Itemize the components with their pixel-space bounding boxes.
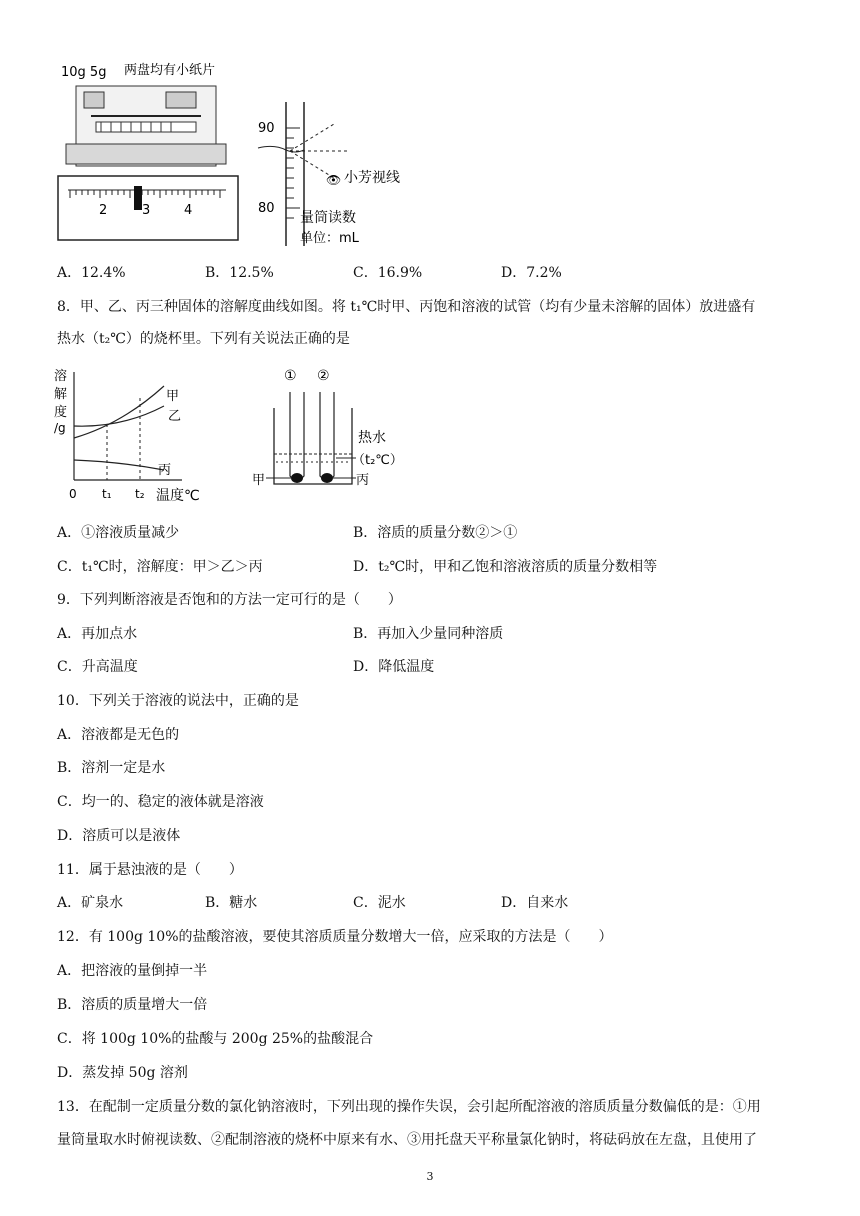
q8-option-b[interactable]: B．溶质的质量分数②＞①	[353, 525, 518, 541]
cylinder-unit: 单位：mL	[300, 231, 359, 246]
q10-stem: 10．下列关于溶液的说法中，正确的是	[57, 693, 299, 709]
q10-option-c[interactable]: C．均一的、稳定的液体就是溶液	[57, 794, 264, 810]
q12-option-c[interactable]: C．将 100g 10%的盐酸与 200g 25%的盐酸混合	[57, 1031, 374, 1047]
page-number: 3	[426, 1170, 434, 1183]
beaker-right-label: 丙	[356, 473, 370, 488]
xtick-t1: t₁	[102, 487, 112, 501]
q7-option-c[interactable]: C．16.9%	[353, 265, 423, 281]
graph-xlabel: 温度℃	[156, 488, 200, 504]
q11-option-c[interactable]: C．泥水	[353, 895, 406, 911]
series-jia: 甲	[166, 389, 180, 404]
q10-option-d[interactable]: D．溶质可以是液体	[57, 828, 181, 844]
q12-stem: 12．有 100g 10%的盐酸溶液，要使其溶质质量分数增大一倍，应采取的方法是（ ）	[57, 929, 613, 945]
xtick-t2: t₂	[135, 487, 145, 501]
q10-option-a[interactable]: A．溶液都是无色的	[57, 727, 180, 743]
beaker-label-hotwater: 热水	[358, 430, 386, 446]
tube-label-2: ②	[317, 368, 330, 384]
q8-stem-line2: 热水（t₂℃）的烧杯里。下列有关说法正确的是	[57, 331, 350, 347]
balance-note-label: 两盘均有小纸片	[124, 63, 216, 78]
eye-icon: 👁	[326, 173, 342, 187]
q11-option-d[interactable]: D．自来水	[501, 895, 569, 911]
graph-ylabel-2: 解	[54, 387, 68, 402]
q7-option-a[interactable]: A．12.4%	[57, 265, 126, 281]
q11-option-a[interactable]: A．矿泉水	[57, 895, 124, 911]
graph-ylabel-3: 度	[54, 405, 68, 420]
q7-option-b[interactable]: B．12.5%	[205, 265, 274, 281]
cylinder-caption: 量筒读数	[300, 210, 356, 226]
q9-option-c[interactable]: C．升高温度	[57, 659, 138, 675]
q13-line1: 13．在配制一定质量分数的氯化钠溶液时，下列出现的操作失误，会引起所配溶液的溶质质量分数偏低的是：①用	[57, 1099, 761, 1115]
q11-stem: 11．属于悬浊液的是（ ）	[57, 862, 243, 878]
beaker-left-label: 甲	[252, 473, 266, 488]
q8-option-d[interactable]: D．t₂℃时，甲和乙饱和溶液溶质的质量分数相等	[353, 559, 658, 575]
series-yi: 乙	[168, 409, 182, 424]
series-bing: 丙	[158, 463, 172, 478]
beaker-figure	[252, 364, 412, 494]
q10-option-b[interactable]: B．溶剂一定是水	[57, 760, 166, 776]
cylinder-figure	[254, 98, 424, 248]
rider-marker	[134, 186, 142, 210]
balance-figure	[56, 58, 256, 244]
cylinder-tick-80: 80	[258, 201, 275, 216]
q9-option-a[interactable]: A．再加点水	[57, 626, 138, 642]
q12-option-a[interactable]: A．把溶液的量倒掉一半	[57, 963, 208, 979]
q8-option-a[interactable]: A．①溶液质量减少	[57, 525, 180, 541]
ruler-tick-2: 2	[99, 203, 108, 218]
sightline-label: 小芳视线	[344, 170, 400, 186]
ruler-tick-4: 4	[184, 203, 193, 218]
q12-option-d[interactable]: D．蒸发掉 50g 溶剂	[57, 1065, 188, 1081]
solubility-graph	[52, 364, 212, 504]
q7-option-d[interactable]: D．7.2%	[501, 265, 562, 281]
q9-option-b[interactable]: B．再加入少量同种溶质	[353, 626, 504, 642]
q8-option-c[interactable]: C．t₁℃时，溶解度：甲＞乙＞丙	[57, 559, 263, 575]
ruler-tick-3: 3	[142, 203, 151, 218]
graph-ylabel-1: 溶	[54, 369, 68, 384]
beaker-label-temp: （t₂℃）	[352, 453, 403, 468]
q9-option-d[interactable]: D．降低温度	[353, 659, 435, 675]
q8-stem-line1: 8．甲、乙、丙三种固体的溶解度曲线如图。将 t₁℃时甲、丙饱和溶液的试管（均有少量未溶解的固体）放进盛有	[57, 299, 756, 315]
xtick-0: 0	[69, 487, 77, 501]
q12-option-b[interactable]: B．溶质的质量增大一倍	[57, 997, 208, 1013]
tube-label-1: ①	[284, 368, 297, 384]
balance-weights-label: 10g 5g	[61, 65, 107, 80]
q9-stem: 9．下列判断溶液是否饱和的方法一定可行的是（ ）	[57, 592, 402, 608]
q13-line2: 量筒量取水时俯视读数、②配制溶液的烧杯中原来有水、③用托盘天平称量氯化钠时，将砝码放在左盘，且使用了	[57, 1132, 757, 1148]
graph-ylabel-4: /g	[54, 421, 66, 435]
cylinder-tick-90: 90	[258, 121, 275, 136]
q11-option-b[interactable]: B．糖水	[205, 895, 258, 911]
